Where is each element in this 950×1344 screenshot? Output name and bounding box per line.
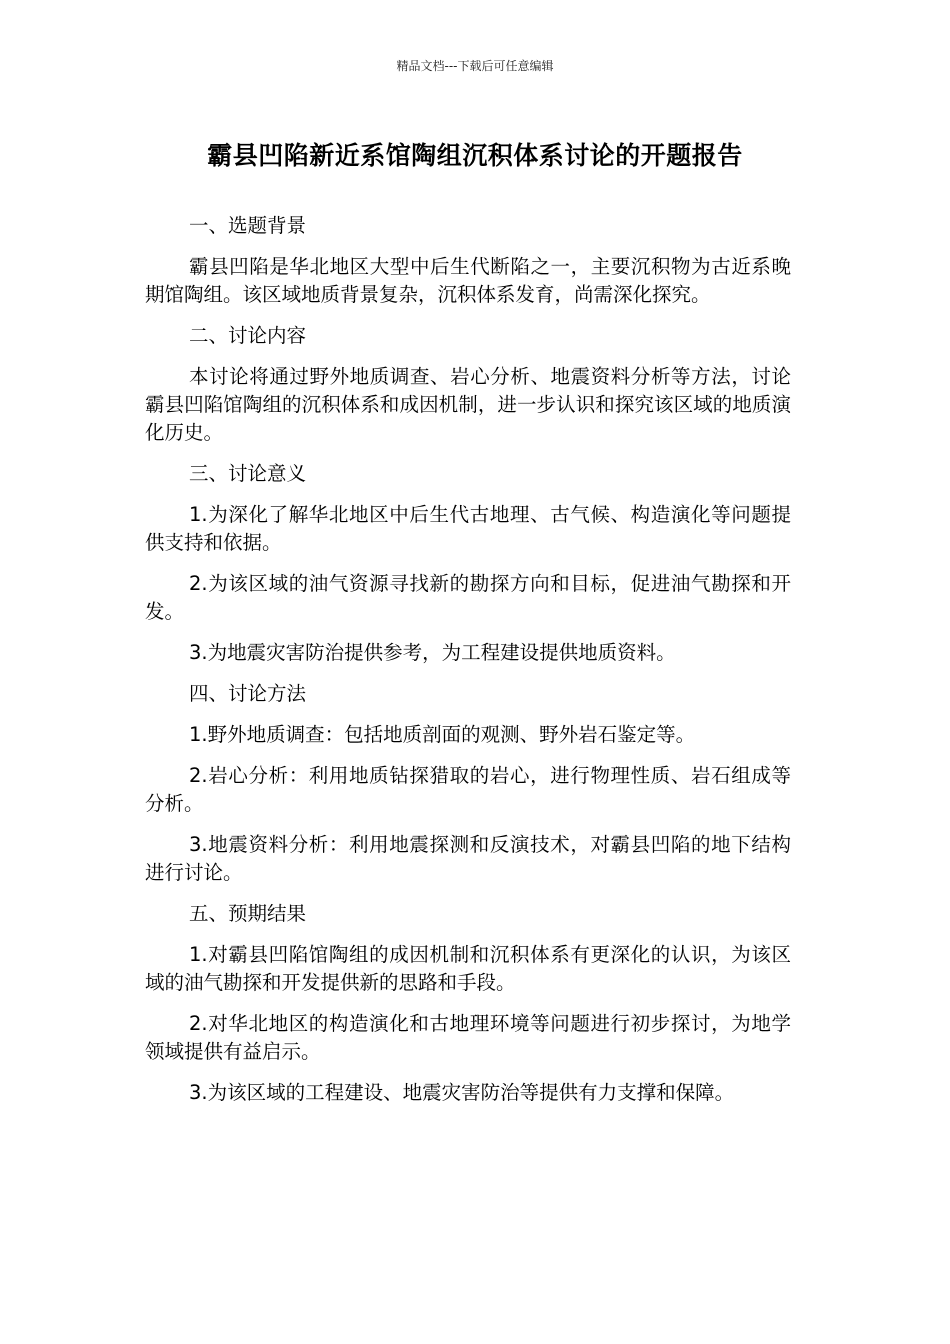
- page-header-note: 精品文档---下载后可任意编辑: [396, 59, 554, 73]
- list-item-significance-1: 1.为深化了解华北地区中后生代古地理、古气候、构造演化等问题提供支持和依据。: [145, 503, 791, 554]
- list-item-method-1: 1.野外地质调查：包括地质剖面的观测、野外岩石鉴定等。: [189, 723, 696, 746]
- section-heading-background: 一、选题背景: [189, 214, 307, 237]
- list-item-method-2: 2.岩心分析：利用地质钻探猎取的岩心，进行物理性质、岩石组成等分析。: [145, 764, 791, 815]
- paragraph-background: 霸县凹陷是华北地区大型中后生代断陷之一，主要沉积物为古近系晚期馆陶组。该区域地质背景复杂，沉积体系发育，尚需深化探究。: [145, 255, 791, 306]
- section-heading-significance: 三、讨论意义: [189, 462, 307, 485]
- section-heading-methods: 四、讨论方法: [189, 682, 307, 705]
- document-title: 霸县凹陷新近系馆陶组沉积体系讨论的开题报告: [207, 141, 743, 170]
- document-body: [145, 212, 791, 1120]
- list-item-significance-2: 2.为该区域的油气资源寻找新的勘探方向和目标，促进油气勘探和开发。: [145, 572, 791, 623]
- list-item-result-3: 3.为该区域的工程建设、地震灾害防治等提供有力支撑和保障。: [189, 1081, 735, 1104]
- list-item-method-3: 3.地震资料分析：利用地震探测和反演技术，对霸县凹陷的地下结构进行讨论。: [145, 833, 791, 884]
- list-item-significance-3: 3.为地震灾害防治提供参考，为工程建设提供地质资料。: [189, 641, 676, 664]
- list-item-result-2: 2.对华北地区的构造演化和古地理环境等问题进行初步探讨，为地学领域提供有益启示。: [145, 1012, 791, 1063]
- section-heading-results: 五、预期结果: [189, 902, 307, 925]
- paragraph-content: 本讨论将通过野外地质调查、岩心分析、地震资料分析等方法，讨论霸县凹陷馆陶组的沉积体系和成因机制，进一步认识和探究该区域的地质演化历史。: [145, 365, 791, 444]
- list-item-result-1: 1.对霸县凹陷馆陶组的成因机制和沉积体系有更深化的认识，为该区域的油气勘探和开发提供新的思路和手段。: [145, 943, 791, 994]
- section-heading-content: 二、讨论内容: [189, 324, 307, 347]
